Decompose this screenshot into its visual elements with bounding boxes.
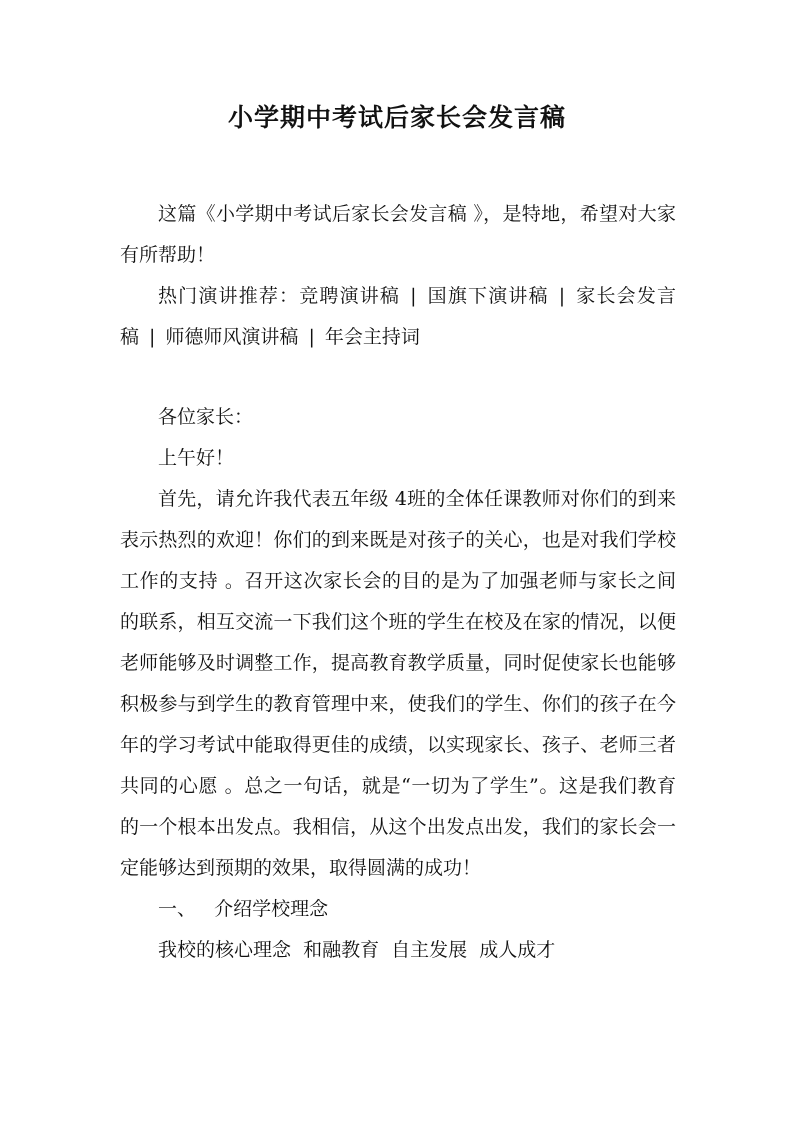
document-body [120, 194, 676, 971]
recommend-link-teacher-ethics[interactable]: 师德师风演讲稿 [165, 326, 299, 348]
intro-paragraph: 这篇《小学期中考试后家长会发言稿 》，是特地，希望对大家有所帮助！ [120, 203, 676, 266]
separator: | [558, 285, 566, 307]
recommend-link-campaign-speech[interactable]: 竞聘演讲稿 [299, 285, 401, 307]
document-title: 小学期中考试后家长会发言稿 [227, 103, 566, 132]
separator: | [308, 326, 315, 348]
recommendation-paragraph [120, 276, 676, 358]
recommend-link-flag-speech[interactable]: 国旗下演讲稿 [426, 285, 549, 307]
separator: | [149, 326, 156, 348]
recommend-link-parent-meeting[interactable]: 家长会发言稿 [120, 285, 676, 348]
separator: | [410, 285, 417, 307]
greeting-line: 各位家长： [158, 406, 254, 428]
recommend-label: 热门演讲推荐： [158, 285, 300, 307]
section-heading: 一、 介绍学校理念 [158, 898, 329, 920]
paragraph-spacer [120, 358, 676, 397]
core-concept-line: 我校的核心理念 和融教育 自主发展 成人成才 [158, 939, 556, 961]
main-paragraph: 首先，请允许我代表五年级 4班的全体任课教师对你们的到来表示热烈的欢迎！你们的到来既是对孩子的关心，也是对我们学校工作的支持 。召开这次家长会的目的是为了加强老师与家长之间的联系，相互交流一下我们这个班的学生在校及在家的情况，以便老师能够及时调整工作，提高教育教学质量，同时促使家长也能够积极参与到学生的教育管理中来，使我们的学生、你们的孩子在今年的学习考试中能取得更佳的成绩，以实现家长、孩子、老师三者共同的心愿 。总之一句话，就是“一切为了学生”。这是我们教育的一个根本出发点。我相信，从这个出发点出发，我们的家长会一定能够达到预期的效果，取得圆满的成功！ [120, 488, 676, 879]
recommend-link-annual-host[interactable]: 年会主持词 [324, 326, 420, 348]
morning-line: 上午好！ [158, 447, 235, 469]
